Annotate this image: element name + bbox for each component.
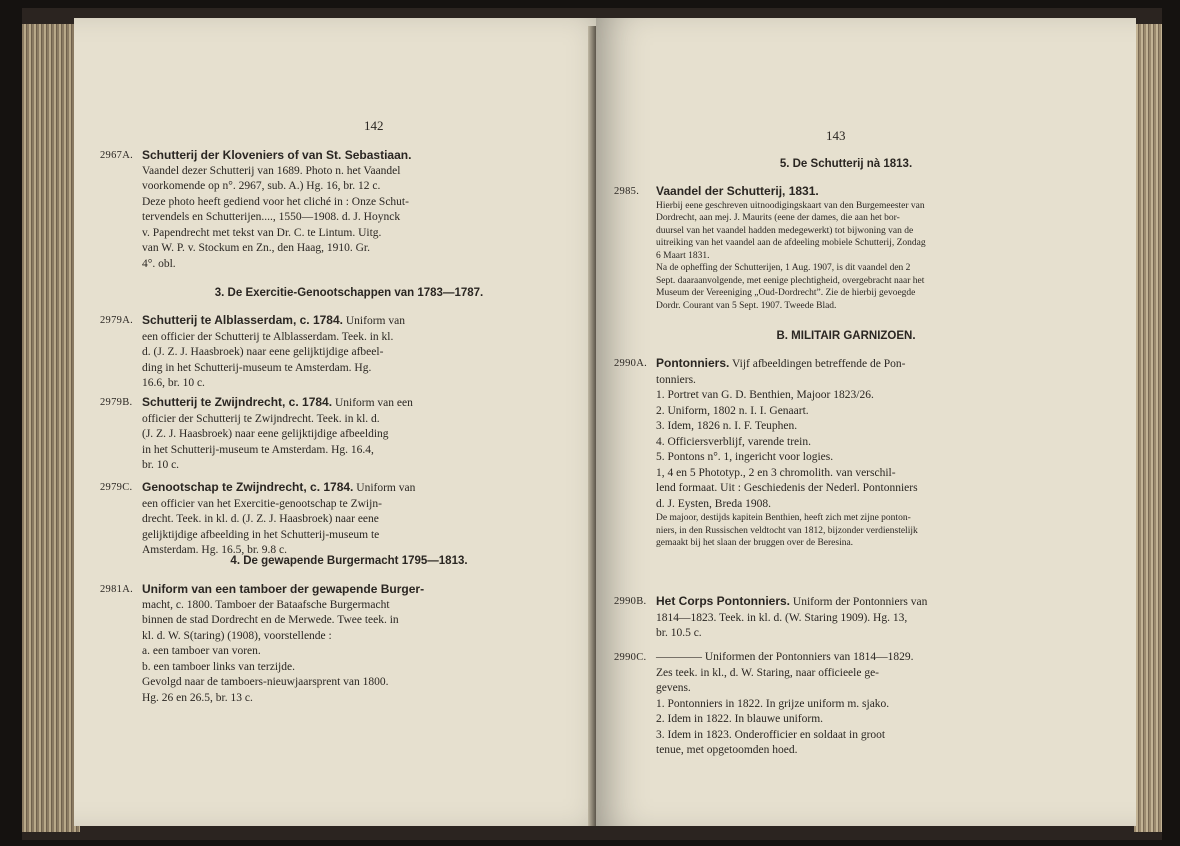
section-heading: 5. De Schutterij nà 1813.: [779, 158, 913, 170]
entry-line: 1, 4 en 5 Phototyp., 2 en 3 chromolith. van verschil-: [656, 466, 896, 479]
open-book: [22, 8, 1162, 840]
entry-line: 3. Idem in 1823. Onderofficier en soldaat in groot: [656, 728, 886, 741]
right-page: [596, 18, 1136, 826]
entry-line: Uniform van een: [334, 397, 413, 409]
entry-title: Schutterij der Kloveniers of van St. Sebastiaan.: [142, 148, 412, 162]
section-heading: 3. De Exercitie-Genootschappen van 1783—1787.: [214, 287, 484, 299]
entry-line: d. J. Eysten, Breda 1908.: [656, 497, 771, 510]
entry-note: Dordrecht, aan mej. J. Maurits (eene der dames, die aan het bor-: [656, 213, 900, 223]
entry-number: 2981A.: [100, 584, 134, 595]
entry-number: 2990A.: [614, 358, 648, 369]
entry-line: kl. d. W. S(taring) (1908), voorstellende :: [142, 629, 332, 642]
entry-number: 2979C.: [100, 482, 133, 493]
entry-note: niers, in den Russischen veldtocht van 1812, bijzonder verdienstelijk: [656, 525, 918, 536]
entry-line: binnen de stad Dordrecht en de Merwede. Twee teek. in: [142, 614, 399, 626]
entry-note: 6 Maart 1831.: [656, 250, 710, 261]
page-edges-right: [1134, 24, 1162, 832]
entry-line: Uniform van: [345, 315, 405, 327]
entry-line: v. Papendrecht met tekst van Dr. C. te Lintum. Uitg.: [142, 226, 382, 239]
entry-number: 2990B.: [614, 596, 647, 607]
entry-line: 3. Idem, 1826 n. I. F. Teuphen.: [656, 420, 798, 432]
page-edges-left: [22, 24, 80, 832]
entry-title: Schutterij te Alblasserdam, c. 1784.: [142, 313, 343, 327]
entry-number: 2979B.: [100, 397, 133, 408]
entry-title: Uniform van een tamboer der gewapende Burger-: [142, 582, 425, 596]
catalog-entry: [614, 650, 1071, 759]
entry-line: 4. Officiersverblijf, varende trein.: [656, 435, 811, 448]
entry-line: tenue, met opgetoomden hoed.: [656, 744, 798, 756]
entry-line: 16.6, br. 10 c.: [142, 377, 205, 389]
entry-line: 1. Portret van G. D. Benthien, Majoor 1823/26.: [656, 389, 874, 401]
entry-number: 2990C.: [614, 652, 647, 663]
entry-title: Vaandel der Schutterij, 1831.: [656, 184, 819, 198]
entry-line: 2. Uniform, 1802 n. I. I. Genaart.: [656, 404, 809, 417]
catalog-entry: [614, 356, 1071, 550]
entry-number: 2985.: [614, 186, 640, 197]
catalog-entry: [614, 184, 1071, 312]
catalog-entry: [100, 582, 582, 706]
entry-line: ———— Uniformen der Pontonniers van 1814—1829.: [656, 651, 914, 663]
entry-line: officier der Schutterij te Zwijndrecht. Teek. in kl. d.: [142, 412, 380, 425]
entry-line: drecht. Teek. in kl. d. (J. Z. J. Haasbroek) naar eene: [142, 513, 379, 525]
entry-line: Deze photo heeft gediend voor het cliché in : Onze Schut-: [142, 195, 409, 208]
entry-note: Hierbij eene geschreven uitnoodigingskaart van den Burgemeester van: [656, 200, 925, 211]
section-heading: 4. De gewapende Burgermacht 1795—1813.: [230, 555, 468, 567]
entry-line: 1. Pontonniers in 1822. In grijze uniform m. sjako.: [656, 697, 890, 710]
entry-line: gelijktijdige afbeelding in het Schutterij-museum te: [142, 528, 380, 541]
entry-line: br. 10 c.: [142, 459, 180, 471]
entry-line: een officier der Schutterij te Alblasserdam. Teek. in kl.: [142, 330, 394, 343]
entry-note: Sept. daaraanvolgende, met eenige plechtigheid, overgebracht naar het: [656, 275, 925, 286]
entry-line: b. een tamboer links van terzijde.: [142, 660, 295, 673]
entry-line: gevens.: [656, 682, 691, 694]
entry-title: Pontonniers.: [656, 356, 730, 370]
entry-note: duursel van het vaandel hadden medegewerkt) tot bijwoning van de: [656, 225, 914, 236]
entry-line: tonniers.: [656, 373, 696, 386]
entry-note: De majoor, destijds kapitein Benthien, heeft zich met zijne ponton-: [656, 513, 911, 523]
entry-title: Het Corps Pontonniers.: [656, 594, 791, 608]
entry-title: Schutterij te Zwijndrecht, c. 1784.: [142, 395, 333, 409]
entry-line: een officier van het Exercitie-genootschap te Zwijn-: [142, 497, 382, 510]
entry-line: Hg. 26 en 26.5, br. 13 c.: [142, 691, 253, 704]
entry-line: voorkomende op n°. 2967, sub. A.) Hg. 16, br. 12 c.: [142, 180, 381, 192]
entry-note: gemaakt bij het slaan der bruggen over de Beresina.: [656, 538, 854, 548]
entry-line: lend formaat. Uit : Geschiedenis der Nederl. Pontonniers: [656, 482, 918, 494]
entry-line: ding in het Schutterij-museum te Amsterdam. Hg.: [142, 361, 372, 374]
entry-line: a. een tamboer van voren.: [142, 645, 261, 657]
entry-line: 2. Idem in 1822. In blauwe uniform.: [656, 713, 824, 725]
page-number: 142: [364, 118, 384, 133]
catalog-entry: [100, 313, 582, 392]
entry-line: macht, c. 1800. Tamboer der Bataafsche Burgermacht: [142, 598, 390, 611]
entry-line: br. 10.5 c.: [656, 627, 702, 639]
entry-line: 5. Pontons n°. 1, ingericht voor logies.: [656, 451, 834, 463]
section-heading: B. MILITAIR GARNIZOEN.: [776, 330, 916, 342]
entry-line: Vijf afbeeldingen betreffende de Pon-: [732, 358, 906, 370]
entry-note: Na de opheffing der Schutterijen, 1 Aug. 1907, is dit vaandel den 2: [656, 263, 911, 273]
left-page: [74, 18, 620, 826]
entry-line: Uniform der Pontonniers van: [792, 596, 928, 608]
catalog-entry: [100, 148, 582, 272]
entry-number: 2979A.: [100, 315, 134, 326]
entry-line: in het Schutterij-museum te Amsterdam. Hg. 16.4,: [142, 443, 374, 456]
entry-line: d. (J. Z. J. Haasbroek) naar eene gelijktijdige afbeel-: [142, 346, 384, 358]
catalog-entry: [614, 594, 1071, 642]
entry-line: Gevolgd naar de tamboers-nieuwjaarsprent van 1800.: [142, 676, 389, 688]
entry-line: Amsterdam. Hg. 16.5, br. 9.8 c.: [142, 544, 288, 556]
page-number: 143: [826, 128, 846, 143]
entry-note: uitreiking van het vaandel aan de afdeeling mobiele Schutterij, Zondag: [656, 238, 926, 248]
entry-line: Uniform van: [356, 482, 416, 494]
entry-line: 1814—1823. Teek. in kl. d. (W. Staring 1909). Hg. 13,: [656, 611, 908, 624]
entry-note: Dordr. Courant van 5 Sept. 1907. Tweede Blad.: [656, 300, 837, 311]
catalog-entry: [100, 395, 582, 474]
entry-line: 4°. obl.: [142, 257, 176, 270]
entry-number: 2967A.: [100, 150, 134, 161]
entry-line: Vaandel dezer Schutterij van 1689. Photo n. het Vaandel: [142, 164, 401, 177]
entry-line: tervendels en Schutterijen...., 1550—1908. d. J. Hoynck: [142, 211, 401, 223]
catalog-entry: [100, 480, 582, 559]
entry-line: (J. Z. J. Haasbroek) naar eene gelijktijdige afbeelding: [142, 428, 389, 440]
entry-line: Zes teek. in kl., d. W. Staring, naar officieele ge-: [656, 666, 880, 679]
entry-line: van W. P. v. Stockum en Zn., den Haag, 1910. Gr.: [142, 242, 370, 254]
entry-title: Genootschap te Zwijndrecht, c. 1784.: [142, 480, 354, 494]
entry-note: Museum der Vereeniging „Oud-Dordrecht”. Zie de hierbij gevoegde: [656, 288, 916, 298]
